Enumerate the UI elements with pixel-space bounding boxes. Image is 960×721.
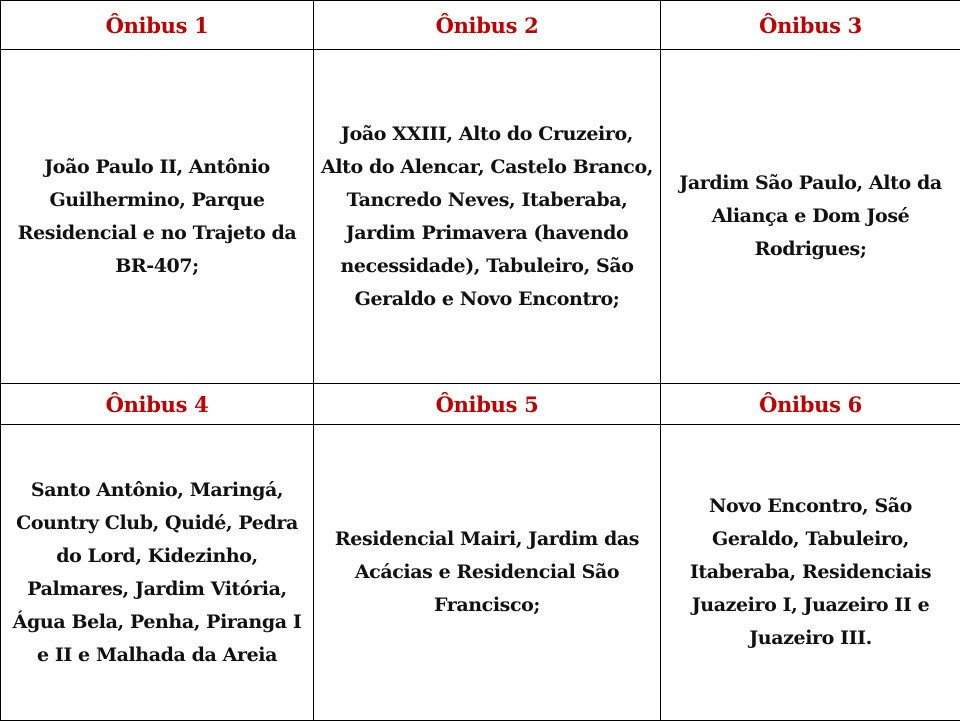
bus-3-header-cell bbox=[661, 1, 960, 50]
bus-5-route-cell bbox=[314, 425, 661, 721]
bus-1-route-cell bbox=[1, 50, 314, 384]
bus-4-title: Ônibus 4 bbox=[106, 392, 209, 417]
bus-1-header-cell bbox=[1, 1, 314, 50]
bus-1-title: Ônibus 1 bbox=[106, 13, 209, 38]
bus-2-header-cell bbox=[314, 1, 661, 50]
bus-2-route-cell bbox=[314, 50, 661, 384]
bus-6-route-cell bbox=[661, 425, 960, 721]
bus-3-route-cell bbox=[661, 50, 960, 384]
bus-5-route: Residencial Mairi, Jardim das Acácias e Residencial São Francisco; bbox=[320, 523, 654, 622]
bus-1-route: João Paulo II, Antônio Guilhermino, Parque Residencial e no Trajeto da BR-407; bbox=[7, 151, 307, 283]
bus-3-route: Jardim São Paulo, Alto da Aliança e Dom José Rodrigues; bbox=[667, 167, 954, 266]
bus-6-route: Novo Encontro, São Geraldo, Tabuleiro, Itaberaba, Residenciais Juazeiro I, Juazeiro II e Juazeiro III. bbox=[667, 490, 954, 655]
bus-4-header-cell bbox=[1, 384, 314, 425]
bus-2-route: João XXIII, Alto do Cruzeiro, Alto do Alencar, Castelo Branco, Tancredo Neves, Itaberaba, Jardim Primavera (havendo necessidade), Tabuleiro, São Geraldo e Novo Encontro; bbox=[320, 118, 654, 316]
route-row-2 bbox=[1, 425, 960, 721]
route-row-1 bbox=[1, 50, 960, 384]
bus-5-title: Ônibus 5 bbox=[436, 392, 539, 417]
bus-2-title: Ônibus 2 bbox=[436, 13, 539, 38]
bus-5-header-cell bbox=[314, 384, 661, 425]
bus-6-header-cell bbox=[661, 384, 960, 425]
header-row-2 bbox=[1, 384, 960, 425]
bus-3-title: Ônibus 3 bbox=[759, 13, 862, 38]
header-row-1 bbox=[1, 1, 960, 50]
bus-6-title: Ônibus 6 bbox=[759, 392, 862, 417]
bus-4-route-cell bbox=[1, 425, 314, 721]
bus-4-route: Santo Antônio, Maringá, Country Club, Quidé, Pedra do Lord, Kidezinho, Palmares, Jardim Vitória, Água Bela, Penha, Piranga I e II e Malhada da Areia bbox=[7, 474, 307, 672]
